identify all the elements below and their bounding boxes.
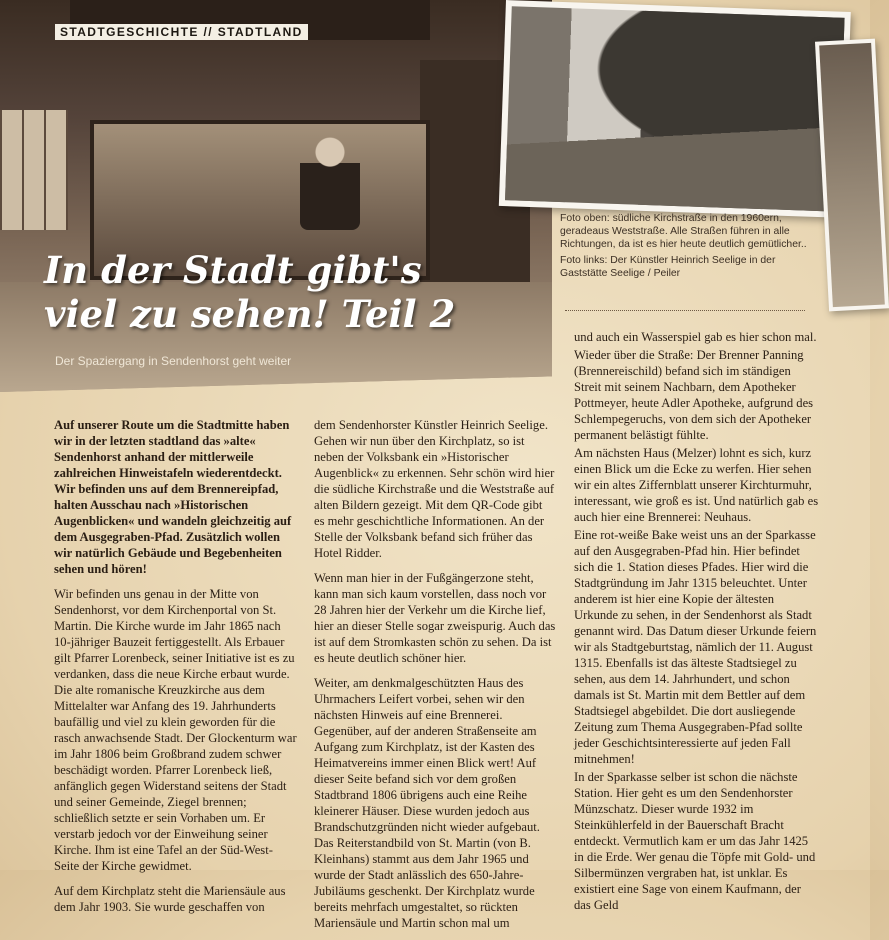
window-pane — [0, 110, 68, 230]
caption-divider — [565, 310, 805, 311]
paragraph: Wieder über die Straße: Der Brenner Panning (Brennereischild) befand sich im ständigen Streit mit seinem Nachbarn, dem Apotheker Pottmeyer, heute Adler Apotheke, aufgrund des Schlempegeruchs, von dem sich der Apotheker permanent belästigt fühlte. — [574, 348, 814, 442]
page-subtitle: Der Spaziergang in Sendenhorst geht weiter — [55, 354, 292, 368]
side-photo — [815, 39, 889, 312]
paragraph: Am nächsten Haus (Melzer) lohnt es sich, kurz einen Blick um die Ecke zu werfen. Hier sehen wir ein altes Ziffernblatt unserer Kirchturmuhr, interessant, wie groß es ist. Und natürlich gab es auch hier eine Brennerei: Neuhaus. — [574, 446, 819, 524]
paragraph: Wenn man hier in der Fußgängerzone steht, kann man sich kaum vorstellen, dass noch vor 28 Jahren hier der Verkehr um die Kirche lief, hier an dieser Stelle sogar zweispurig. Auch das ist auf dem Stromkasten schön zu sehen. Da ist es heute deutlich schöner hier. — [314, 571, 556, 665]
person-figure — [300, 135, 360, 230]
paragraph: und auch ein Wasserspiel gab es hier schon mal. — [574, 330, 817, 344]
article-column-2 — [314, 417, 556, 940]
paragraph: Weiter, am denkmalgeschützten Haus des Uhrmachers Leifert vorbei, sehen wir den nächsten Hinweis auf eine Brennerei. Gegenüber, auf der anderen Straßenseite am Aufgang zum Kirchplatz, ist der Kasten des Heimatvereins immer einen Blick wert! Auf dieser Seite befand sich vor dem großen Stadtbrand 1806 übrigens auch eine Reihe kleinerer Häuser. Diese wurden jedoch aus Brandschutzgründen nicht wieder aufgebaut. Das Reiterstandbild von St. Martin (von B. Kleinhans) stammt aus dem Jahr 1965 und wurde der Stadt anlässlich des 650-Jahre-Jubiläums geschenkt. Der Kirchplatz wurde bereits mehrfach umgestaltet, so rückten Mariensäule und Martin schon mal um — [314, 676, 540, 930]
category-label: STADTGESCHICHTE // STADTLAND — [55, 24, 308, 40]
paragraph: Auf dem Kirchplatz steht die Mariensäule aus dem Jahr 1903. Sie wurde geschaffen von — [54, 884, 286, 914]
paragraph: Wir befinden uns genau in der Mitte von Sendenhorst, vor dem Kirchenportal von St. Martin. Die Kirche wurde im Jahr 1865 nach 10-jähriger Bauzeit fertiggestellt. Als Erbauer gilt Pfarrer Lorenbeck, seiner Initiative ist es zu verdanken, dass die neue Kirche erbaut wurde. Die alte romanische Kreuzkirche aus dem Mittelalter war Anfang des 19. Jahrhunderts baufällig und viel zu klein geworden für die rasch anwachsende Stadt. Der Glockenturm war im Jahr 1806 beim Großbrand zudem schwer beschädigt worden. Pfarrer Lorenbeck ließ, anfänglich gegen Widerstand seitens der Stadt und seiner Gemeinde, Ziegel brennen; schließlich setzte er sein Vorhaben um. Er verstarb jedoch vor der Einweihung seiner Kirche. Ihm ist eine Tafel an der Süd-West-Seite der Kirche gewidmet. — [54, 587, 297, 873]
street-photo — [499, 0, 851, 218]
article-column-3 — [574, 329, 820, 915]
page-title: In der Stadt gibt's viel zu sehen! Teil 2 — [44, 248, 456, 336]
lead-paragraph: Auf unserer Route um die Stadtmitte haben wir in der letzten stadtland das »alte« Sendenhorst anhand der mittlerweile zahlreichen Hinweistafeln wiederentdeckt. Wir befinden uns auf dem Brennereipfad, halten Ausschau nach »Historischen Augenblicken« und wandeln gleichzeitig auf dem Ausgegraben-Pfad. Zusätzlich wollen wir natürlich Gebäude und Begebenheiten sehen und hören! — [54, 418, 292, 576]
article-column-1 — [54, 417, 298, 924]
paragraph: dem Sendenhorster Künstler Heinrich Seelige. Gehen wir nun über den Kirchplatz, so ist neben der Volksbank ein »Historischer Augenblick« zu erkennen. Sehr schön wird hier die südliche Kirchstraße und die Weststraße auf alten Bildern gezeigt. Mit dem QR-Code gibt es mehr geschichtliche Informationen. An der Stelle der Volksbank befand sich früher das Hotel Ridder. — [314, 418, 555, 560]
paragraph: Eine rot-weiße Bake weist uns an der Sparkasse auf den Ausgegraben-Pfad hin. Hier befindet sich die 1. Station dieses Pfades. Hier wird die Stadtgründung im Jahr 1315 beleuchtet. Unter anderem ist hier eine Kopie der ältesten Urkunde zu sehen, in der Sendenhorst als Stadt genannt wird. Das Datum dieser Urkunde feiern wir als Stadtgeburtstag, nämlich der 11. August 1315. Ebenfalls ist das älteste Stadtsiegel zu sehen, aus dem 14. Jahrhundert, und schon damals ist St. Martin mit dem Bettler auf dem Stadtsiegel abgebildet. Die dort ausliegende Zeitung zum Thema Ausgegraben-Pfad sollte jeder Geschichtsinteressierte auf jeden Fall mitnehmen! — [574, 528, 817, 766]
photo-captions — [560, 212, 810, 283]
paragraph: In der Sparkasse selber ist schon die nächste Station. Hier geht es um den Sendenhorster Münzschatz. Dieser wurde 1932 im Steinkühlerfeld in der Bauerschaft Bracht entdeckt. Vermutlich kam er um das Jahr 1425 in die Erde. Wer genau die Töpfe mit Gold- und Silbermünzen vergraben hat, ist unklar. Es existiert eine Sage von einem Kaufmann, der das Geld — [574, 770, 816, 912]
caption-top: Foto oben: südliche Kirchstraße in den 1960ern, geradeaus Weststraße. Alle Straßen führen in alle Richtungen, da ist es hier heute deutlich gemütlicher.. — [560, 213, 807, 250]
caption-left: Foto links: Der Künstler Heinrich Seelige in der Gaststätte Seelige / Peiler — [560, 255, 776, 279]
